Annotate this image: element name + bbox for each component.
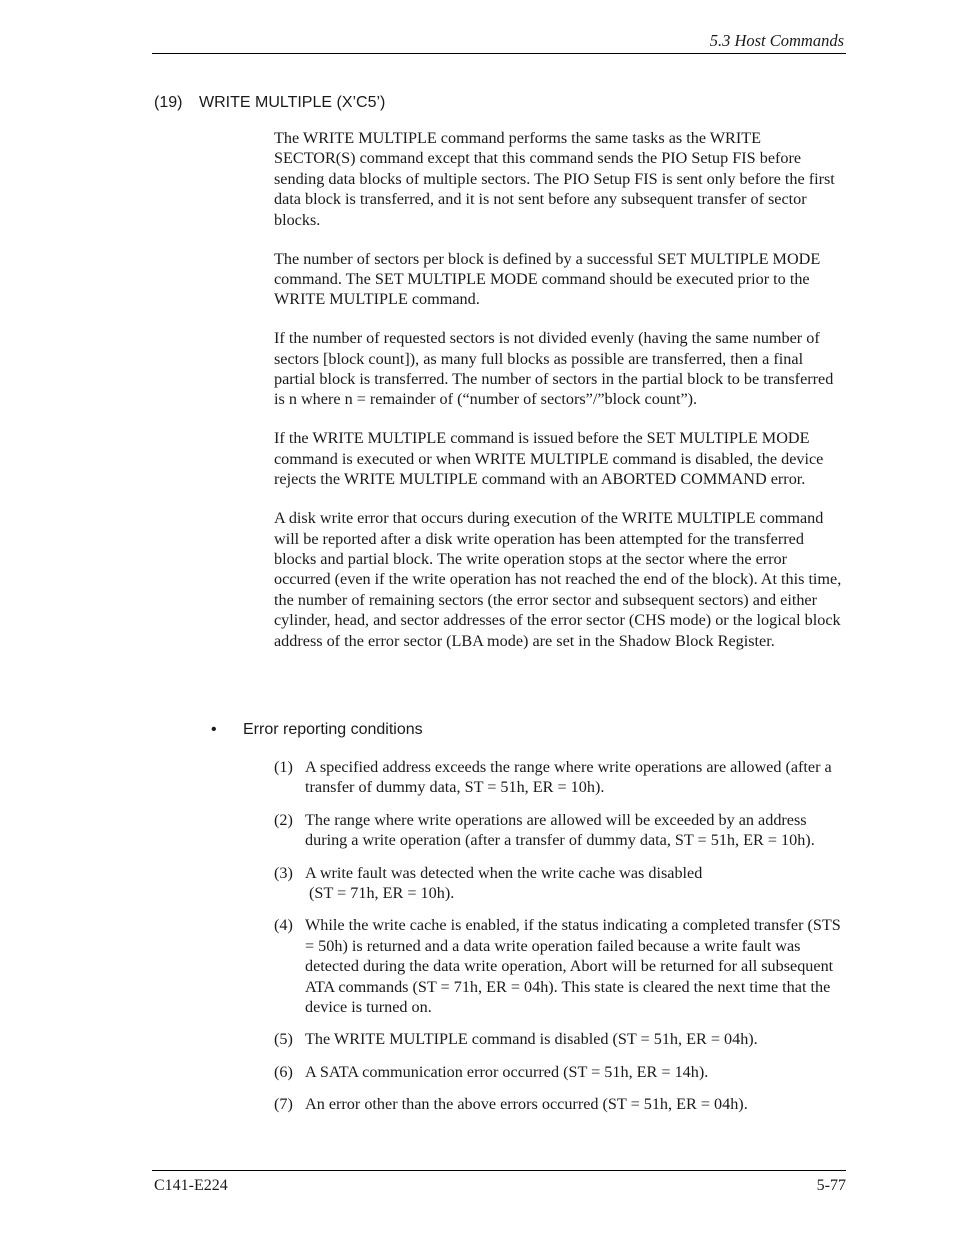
list-item-text: A SATA communication error occurred (ST = 51h, ER = 14h). — [305, 1062, 709, 1081]
header-rule — [152, 53, 846, 54]
list-item — [274, 1094, 846, 1114]
paragraph: A disk write error that occurs during execution of the WRITE MULTIPLE command will be reported after a disk write operation has been attempted for the transferred blocks and partial block. The write operation stops at the sector where the error occurred (even if the write operation has not reached the end of the block). At this time, the number of remaining sectors (the error sector and subsequent sectors) and either cylinder, head, and sector addresses of the error sector (CHS mode) or the logical block address of the error sector (LBA mode) are set in the Shadow Block Register. — [274, 509, 842, 650]
list-item-number: (3) — [274, 863, 293, 882]
list-item — [274, 810, 846, 851]
running-header: 5.3 Host Commands — [709, 31, 844, 50]
list-item-number: (2) — [274, 810, 293, 829]
list-item-text-line2: (ST = 71h, ER = 10h). — [305, 884, 455, 903]
list-item-text-line1: A write fault was detected when the write cache was disabled — [305, 863, 703, 882]
list-item-number: (1) — [274, 758, 293, 776]
list-item — [274, 1062, 846, 1082]
paragraph: The number of sectors per block is defined by a successful SET MULTIPLE MODE command. The SET MULTIPLE MODE command should be executed prior to the WRITE MULTIPLE command. — [274, 249, 821, 309]
paragraph: If the WRITE MULTIPLE command is issued before the SET MULTIPLE MODE command is executed or when WRITE MULTIPLE command is disabled, the device rejects the WRITE MULTIPLE command with an ABORTED COMMAND error. — [274, 429, 824, 489]
list-item-text: The range where write operations are allowed will be exceeded by an address during a write operation (after a transfer of dummy data, ST = 51h, ER = 10h). — [305, 810, 815, 850]
paragraph: The WRITE MULTIPLE command performs the same tasks as the WRITE SECTOR(S) command except that this command sends the PIO Setup FIS before sending data blocks of multiple sectors. The PIO Setup FIS is sent only before the first data block is transferred, and it is not sent before any subsequent transfer of sector blocks. — [274, 129, 835, 229]
section-heading — [154, 94, 385, 112]
list-item-number: (6) — [274, 1062, 293, 1081]
list-item-text: While the write cache is enabled, if the status indicating a completed transfer (STS = 50h) is returned and a data write operation failed because a write fault was detected during the data write operation, Abort will be returned for all subsequent ATA commands (ST = 71h, ER = 04h). This state is cleared the next time that the device is turned on. — [305, 916, 841, 1017]
list-item — [274, 1029, 846, 1049]
body-text — [274, 128, 846, 669]
bullet-label: Error reporting conditions — [243, 721, 423, 738]
document-id: C141-E224 — [154, 1177, 228, 1194]
list-item-text — [305, 863, 846, 904]
paragraph: If the number of requested sectors is not divided evenly (having the same number of sectors [block count]), as many full blocks as possible are transferred, then a final partial block is transferred. The number of sectors in the partial block to be transferred is n where n = remainder of (“number of sectors”/”block count”). — [274, 329, 834, 409]
page-number: 5-77 — [816, 1177, 846, 1194]
section-number: (19) — [154, 94, 183, 111]
footer-rule — [152, 1170, 846, 1171]
list-item-number: (7) — [274, 1095, 293, 1114]
list-item-number: (4) — [274, 916, 293, 935]
list-item-text: A specified address exceeds the range where write operations are allowed (after a transfer of dummy data, ST = 51h, ER = 10h). — [305, 758, 832, 797]
section-title: WRITE MULTIPLE (X’C5’) — [199, 94, 386, 111]
bullet-icon: • — [211, 721, 217, 738]
list-item-text: The WRITE MULTIPLE command is disabled (ST = 51h, ER = 04h). — [305, 1030, 758, 1049]
list-item — [274, 757, 846, 798]
list-item-number: (5) — [274, 1030, 293, 1049]
condition-list — [274, 757, 846, 1127]
list-item — [274, 915, 846, 1017]
list-item — [274, 863, 846, 904]
list-item-text: An error other than the above errors occurred (ST = 51h, ER = 04h). — [305, 1095, 748, 1114]
bullet-item — [211, 721, 423, 739]
